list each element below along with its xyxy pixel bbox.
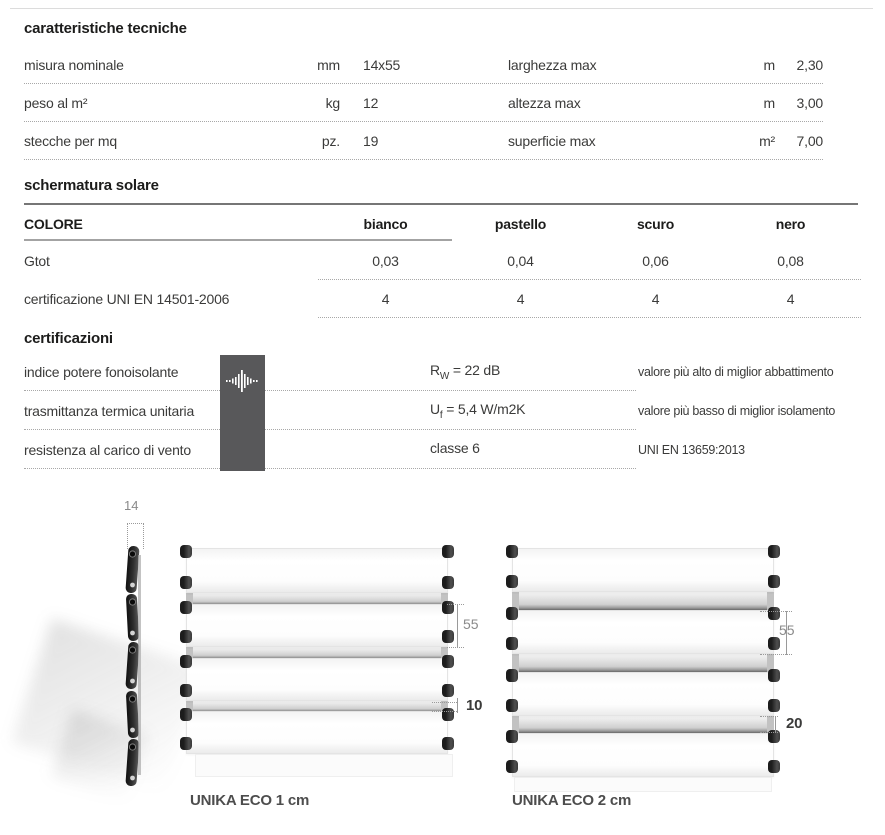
section-title-cert: certificazioni — [24, 330, 113, 347]
spec-unit: pz. — [321, 132, 340, 149]
dimension-line — [775, 716, 776, 733]
dimension-line — [457, 698, 458, 713]
slat — [186, 604, 448, 647]
spec-unit: mm — [317, 56, 340, 73]
spec-value: 12 — [363, 94, 379, 111]
dimension-label: 55 — [779, 622, 795, 638]
column-header: COLORE — [24, 215, 83, 232]
column-header: bianco — [363, 215, 408, 232]
spec-label: stecche per mq — [24, 132, 117, 149]
spec-note: UNI EN 13659:2013 — [638, 442, 745, 457]
table-row — [24, 391, 861, 430]
spec-label: Gtot — [24, 253, 50, 269]
dimension-line — [432, 702, 457, 703]
slat — [186, 711, 448, 754]
spec-note: valore più basso di miglior isolamento — [638, 403, 836, 418]
table-row — [24, 122, 823, 160]
slat — [512, 610, 774, 654]
spec-value: 4 — [651, 291, 660, 307]
spec-value: 0,03 — [372, 253, 399, 269]
dimension-label: 14 — [124, 498, 139, 513]
slat-connector — [515, 592, 771, 610]
solar-table — [24, 203, 858, 318]
spec-unit: m — [763, 94, 775, 111]
page-top-rule — [10, 8, 873, 9]
spec-value: $U_f = 5,4$ W/m2K — [430, 400, 526, 421]
spec-unit: m — [763, 56, 775, 73]
table-row — [24, 430, 861, 469]
spec-value: 3,00 — [796, 94, 823, 111]
spec-unit: kg — [325, 94, 340, 111]
table-row — [24, 84, 823, 122]
slat — [186, 658, 448, 701]
spec-value: 0,08 — [777, 253, 804, 269]
table-row — [24, 46, 823, 84]
spec-label: certificazione UNI EN 14501-2006 — [24, 291, 230, 307]
table-header-row — [24, 205, 858, 242]
spec-value: 7,00 — [796, 132, 823, 149]
diagram-label-eco2: UNIKA ECO 2 cm — [512, 792, 632, 809]
column-header: nero — [775, 215, 806, 232]
blind-diagram-eco2 — [512, 548, 774, 793]
diagram-label-eco1: UNIKA ECO 1 cm — [190, 792, 310, 809]
slat — [512, 733, 774, 777]
section-title-tech: caratteristiche tecniche — [24, 20, 187, 37]
spec-value: 0,04 — [507, 253, 534, 269]
blind-diagram-eco1 — [186, 548, 448, 778]
slat-connector — [515, 654, 771, 672]
column-header: pastello — [494, 215, 547, 232]
spec-label: altezza max — [508, 94, 581, 111]
spec-label: peso al m² — [24, 94, 88, 111]
dimension-line — [447, 604, 464, 605]
dimension-line — [447, 647, 464, 648]
spec-value: 19 — [363, 132, 379, 149]
slat — [186, 548, 448, 593]
spec-value: 14x55 — [363, 56, 401, 73]
sound-wave-icon — [226, 369, 260, 393]
spec-value: 0,06 — [642, 253, 669, 269]
dimension-line — [457, 604, 458, 648]
spec-label: misura nominale — [24, 56, 124, 73]
tech-table — [24, 46, 823, 160]
product-diagrams — [0, 490, 885, 835]
spec-value: $R_W = 22$ dB — [430, 361, 501, 382]
spec-label: resistenza al carico di vento — [24, 441, 191, 458]
header-underline — [24, 239, 452, 241]
dimension-label: 55 — [463, 616, 479, 632]
spec-label: indice potere fonoisolante — [24, 363, 179, 380]
row-divider — [318, 317, 861, 318]
slat — [512, 548, 774, 592]
slat-profile-diagram — [116, 545, 160, 787]
spec-value: 4 — [786, 291, 795, 307]
table-row — [24, 280, 858, 318]
spec-value: 4 — [381, 291, 390, 307]
spec-unit: m² — [759, 132, 775, 149]
dimension-line — [760, 611, 792, 612]
acoustic-rating-badge — [220, 355, 265, 471]
spec-value: 4 — [516, 291, 525, 307]
cert-table — [24, 352, 861, 469]
column-header: scuro — [636, 215, 675, 232]
dimension-label: 10 — [466, 697, 483, 714]
spec-value: classe 6 — [430, 439, 480, 456]
slat-connector — [515, 716, 771, 733]
slat — [512, 672, 774, 716]
slat — [514, 777, 772, 792]
spec-label: superficie max — [508, 132, 596, 149]
dimension-line — [432, 711, 457, 712]
table-row — [24, 242, 858, 280]
dimension-line — [127, 523, 144, 524]
spec-label: trasmittanza termica unitaria — [24, 402, 195, 419]
dimension-label: 20 — [786, 715, 803, 732]
spec-label: larghezza max — [508, 56, 597, 73]
dimension-line — [760, 654, 792, 655]
section-title-solar: schermatura solare — [24, 177, 159, 194]
table-row — [24, 352, 861, 391]
row-divider — [24, 468, 636, 469]
slat — [195, 754, 453, 777]
spec-note: valore più alto di miglior abbattimento — [638, 364, 834, 379]
spec-value: 2,30 — [796, 56, 823, 73]
